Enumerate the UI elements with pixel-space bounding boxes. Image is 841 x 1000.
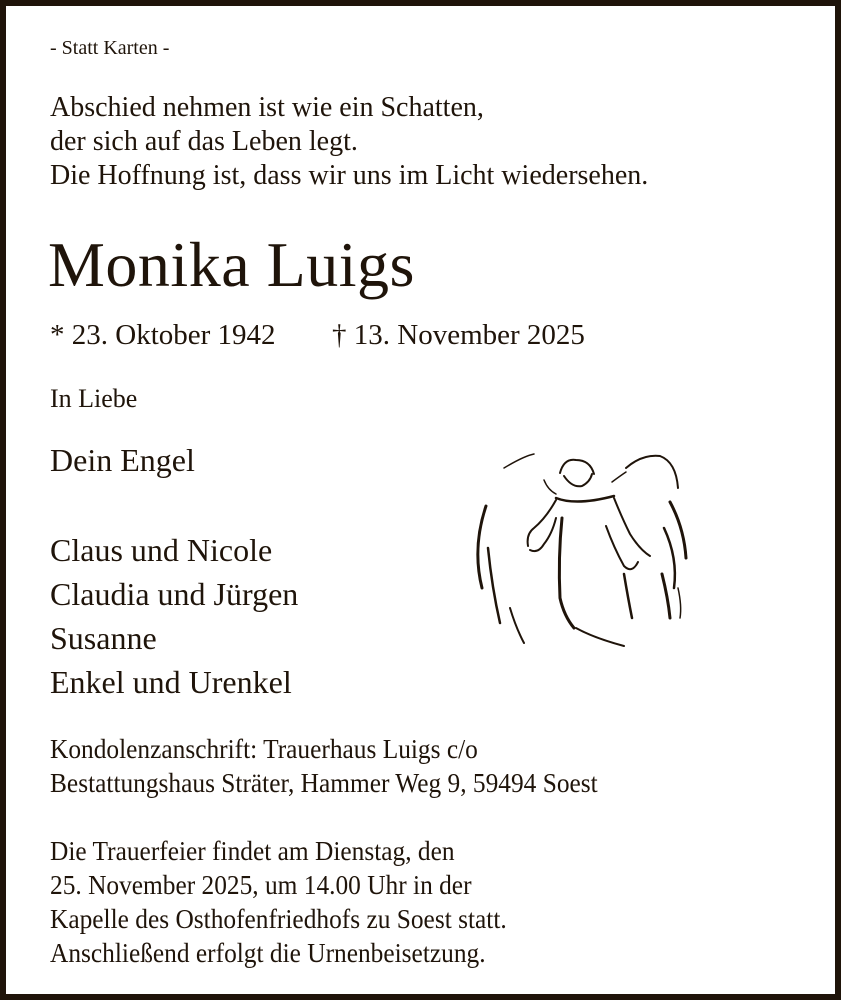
service-info-line-2: 25. November 2025, um 14.00 Uhr in der xyxy=(50,870,472,900)
mourner-grandchildren: Enkel und Urenkel xyxy=(50,664,292,700)
mourner-susanne: Susanne xyxy=(50,620,157,656)
angel-sketch-icon xyxy=(464,438,726,648)
mourner-claudia-juergen: Claudia und Jürgen xyxy=(50,576,299,612)
mourner-claus-nicole: Claus und Nicole xyxy=(50,532,273,568)
death-date: † 13. November 2025 xyxy=(332,319,585,351)
poem-line-1: Abschied nehmen ist wie ein Schatten, xyxy=(50,92,484,123)
poem-line-2: der sich auf das Leben legt. xyxy=(50,126,358,157)
deceased-name: Monika Luigs xyxy=(48,229,415,300)
poem-line-3: Die Hoffnung ist, dass wir uns im Licht wiedersehen. xyxy=(50,160,649,191)
service-info-line-1: Die Trauerfeier findet am Dienstag, den xyxy=(50,836,455,866)
header-note: - Statt Karten - xyxy=(50,37,170,59)
mourner-dein-engel: Dein Engel xyxy=(50,442,195,478)
condolence-address-line-1: Kondolenzanschrift: Trauerhaus Luigs c/o xyxy=(50,734,478,764)
condolence-address-line-2: Bestattungshaus Sträter, Hammer Weg 9, 59494 Soest xyxy=(50,768,598,798)
birth-date: * 23. Oktober 1942 xyxy=(50,319,276,351)
service-info-line-3: Kapelle des Osthofenfriedhofs zu Soest statt. xyxy=(50,904,507,934)
service-info-line-4: Anschließend erfolgt die Urnenbeisetzung. xyxy=(50,938,486,968)
in-love-label: In Liebe xyxy=(50,384,138,413)
